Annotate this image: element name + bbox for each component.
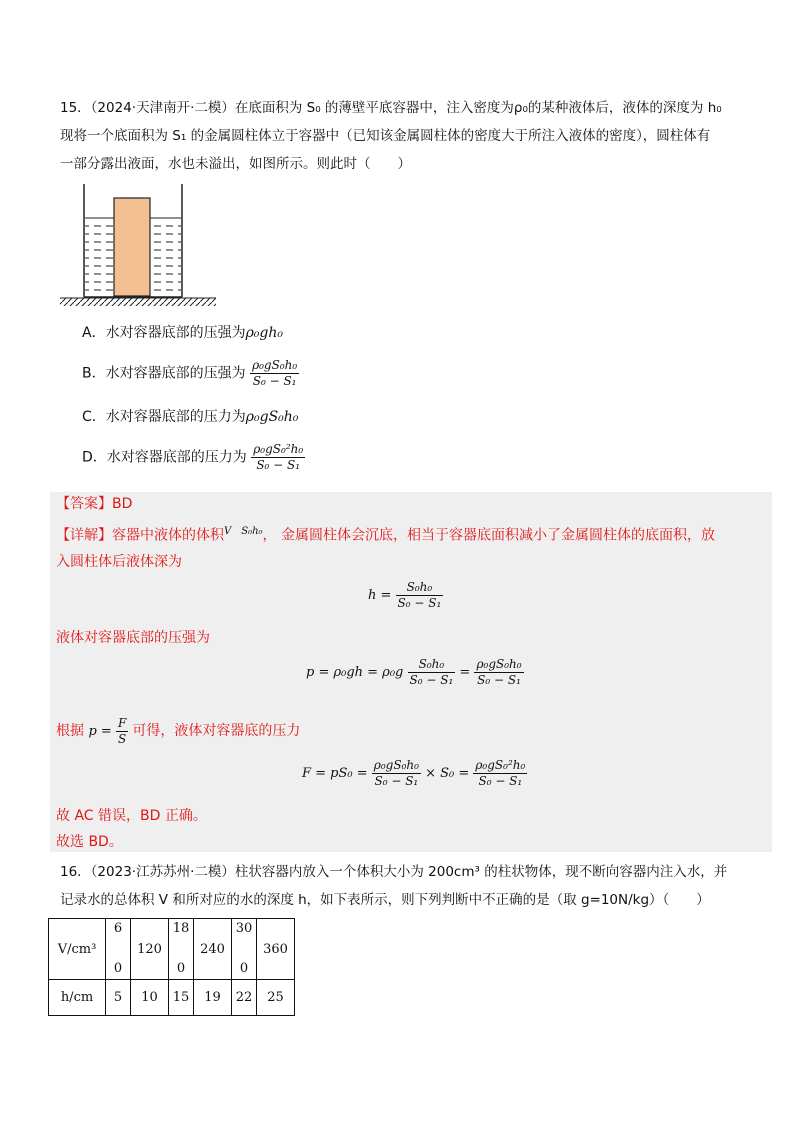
- conclusion-1: 故 AC 错误，BD 正确。: [56, 808, 207, 824]
- option-a: A．水对容器底部的压强为ρ₀gh₀: [82, 325, 284, 341]
- data-table: [48, 918, 295, 1016]
- option-c: C．水对容器底部的压力为ρ₀gS₀h₀: [82, 409, 299, 425]
- table-cell: 120: [131, 919, 169, 980]
- table-cell: 15: [169, 980, 194, 1016]
- table-cell: 25: [257, 980, 295, 1016]
- detail-line-2: 入圆柱体后液体深为: [56, 554, 182, 570]
- table-cell: 360: [257, 919, 295, 980]
- table-cell: 22: [232, 980, 257, 1016]
- q15-line-2: 现将一个底面积为 S₁ 的金属圆柱体立于容器中（已知该金属圆柱体的密度大于所注入液体的密度），圆柱体有: [60, 128, 711, 144]
- table-cell: 19: [194, 980, 232, 1016]
- q15-line-3: 一部分露出液面，水也未溢出，如图所示。则此时（ ）: [60, 156, 411, 172]
- table-row-depth: [49, 980, 295, 1016]
- option-b: B．水对容器底部的压强为 $\frac{\text{ρ₀gS₀h₀}}{\text{S₀ − S₁}}$: [82, 358, 298, 388]
- detail-line-1: 【详解】容器中液体的体积$^{V S_0h_0}$， 金属圆柱体会沉底，相当于容器底面积减小了金属圆柱体的底面积，放: [56, 526, 715, 544]
- table-header-depth: h/cm: [49, 980, 106, 1016]
- table-cell: 5: [106, 980, 131, 1016]
- equation-depth: h = $\frac{\text{S₀h₀}}{\text{S₀ − S₁}}$: [368, 580, 442, 610]
- pressure-label: 液体对容器底部的压强为: [56, 630, 210, 646]
- equation-force: F = pS₀ = $\frac{\text{ρ₀gS₀h₀}}{\text{S₀ − S₁}}$ × S₀ = $\frac{\text{ρ₀gS₀²h₀}}{\text{S₀ − S₁}}$: [302, 758, 526, 788]
- q16-line-1: 16．（2023·江苏苏州·二模）柱状容器内放入一个体积大小为 200cm³ 的柱状物体，现不断向容器内注入水，并: [60, 864, 728, 880]
- table-header-volume: V/cm³: [49, 919, 106, 980]
- option-d-fraction: $\frac{\text{ρ₀gS₀²h₀}}{\text{S₀ − S₁}}$: [253, 442, 304, 472]
- option-d: D．水对容器底部的压力为 $\frac{\text{ρ₀gS₀²h₀}}{\text{S₀ − S₁}}$: [82, 442, 304, 472]
- table-cell: 10: [131, 980, 169, 1016]
- option-c-formula: ρ₀gS₀h₀: [245, 409, 299, 425]
- q15-line-1: 15．（2024·天津南开·二模）在底面积为 S₀ 的薄壁平底容器中，注入密度为ρ₀的某种液体后，液体的深度为 h₀: [60, 100, 722, 116]
- q16-line-2: 记录水的总体积 V 和所对应的水的深度 h，如下表所示，则下列判断中不正确的是（取 g=10N/kg）（ ）: [60, 892, 710, 908]
- option-a-formula: ρ₀gh₀: [245, 325, 284, 341]
- answer-label: 【答案】BD: [56, 496, 133, 512]
- table-cell: 240: [194, 919, 232, 980]
- option-b-fraction: $\frac{\text{ρ₀gS₀h₀}}{\text{S₀ − S₁}}$: [252, 358, 298, 388]
- force-derivation: 根据 p = $\frac{F}{S}$ 可得，液体对容器底的压力: [56, 716, 301, 746]
- table-row-volume: [49, 919, 295, 980]
- conclusion-2: 故选 BD。: [56, 834, 123, 850]
- container-diagram: [56, 182, 222, 310]
- table-cell: 30 0: [232, 919, 257, 980]
- table-cell: 6 0: [106, 919, 131, 980]
- table-cell: 18 0: [169, 919, 194, 980]
- equation-pressure: p = ρ₀gh = ρ₀g $\frac{\text{S₀h₀}}{\text{S₀ − S₁}}$ = $\frac{\text{ρ₀gS₀h₀}}{\text{S₀ − S₁}}$: [306, 657, 522, 687]
